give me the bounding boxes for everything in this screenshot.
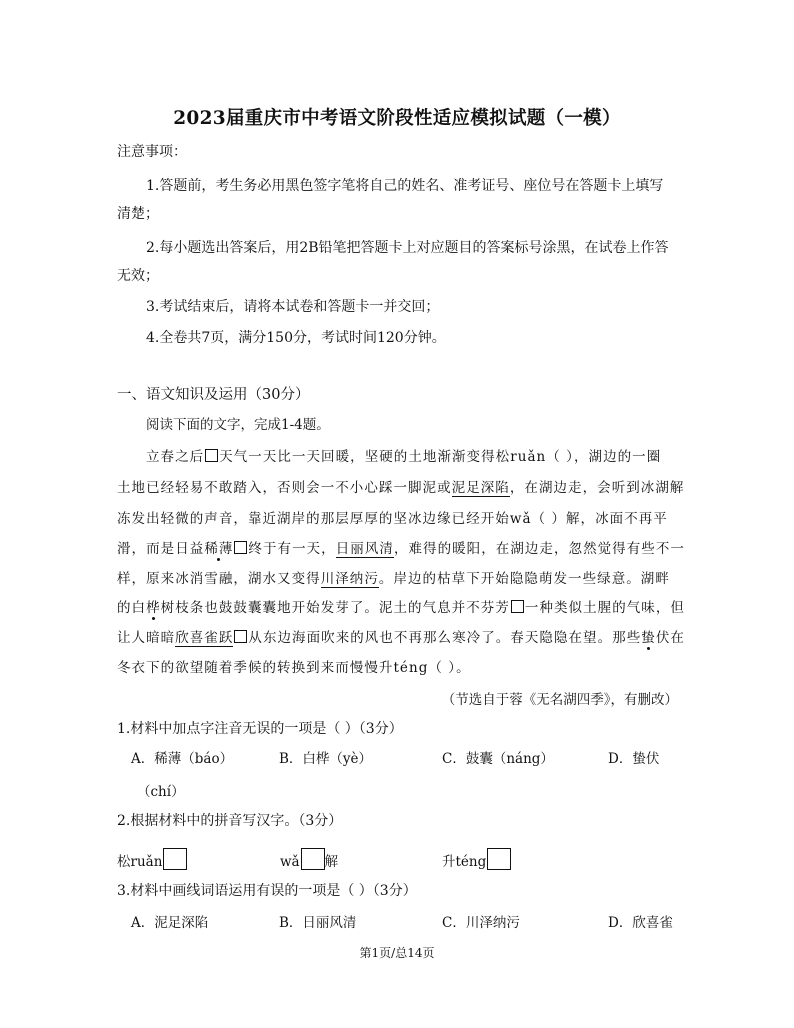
placeholder-box (234, 630, 247, 643)
notice-item-2: 2.每小题选出答案后，用2B铅笔把答题卡上对应题目的答案标号涂黑，在试卷上作答 (146, 240, 669, 256)
q2-blank-3 (442, 848, 511, 870)
placeholder-box (234, 541, 247, 554)
q3-option-b: B．日丽风清 (279, 915, 357, 931)
page-footer: 第1页/总14页 (359, 946, 435, 960)
question-3-stem: 3.材料中画线词语运用有误的一项是（ ）（3分） (117, 883, 417, 899)
underlined-phrase: 川泽纳污 (320, 571, 379, 587)
passage-text: 伏在 (655, 630, 685, 646)
passage-text: 的白 (117, 600, 147, 616)
passage-text: 从东边海面吹来的风也不再那么寒冷了。春天隐隐在望。那些 (248, 630, 642, 646)
answer-box[interactable] (163, 848, 187, 870)
page-title: 2023届重庆市中考语文阶段性适应模拟试题（一模） (173, 108, 621, 129)
passage-text: 地开始发芽了。泥土的气息并不芬芳 (277, 600, 510, 616)
q1-option-c: C．鼓囊（náng） (442, 751, 554, 767)
passage-line-4 (117, 537, 685, 557)
passage-line-2 (117, 476, 684, 496)
q3-option-c: C．川泽纳污 (442, 915, 520, 931)
q2-blank-2 (280, 848, 338, 870)
passage-text: ，难得的暖阳，在湖边走，忽然觉得有些不一 (393, 541, 685, 557)
passage-text: 终于有一天， (248, 541, 336, 557)
q1-option-d-cont: （chí） (137, 784, 185, 800)
passage-line-7 (117, 626, 685, 646)
q3-option-d: D．欣喜雀 (608, 915, 673, 931)
passage-line-8: 冬衣下的欲望随着季候的转换到来而慢慢升téng（ ）。 (117, 660, 471, 676)
passage-text: 滑，而是日益 (117, 541, 205, 557)
dotted-word: 稀薄 (204, 537, 233, 557)
underlined-phrase: 泥足深陷 (451, 480, 510, 496)
passage-text: 天气一天比一天回暖，坚硬的土地渐渐变得松ruǎn（ ），湖边的一圈 (219, 449, 662, 465)
passage-text: 土地已经轻易不敢踏入，否则会一不小心踩一脚泥或 (117, 480, 452, 496)
pinyin-label: wǎ (280, 854, 300, 870)
passage-text: 。岸边的枯草下开始隐隐萌发一些绿意。湖畔 (378, 571, 670, 587)
dotted-word: 鼓鼓囊囊 (218, 600, 278, 616)
notice-item-4: 4.全卷共7页，满分150分，考试时间120分钟。 (146, 330, 446, 346)
answer-box[interactable] (487, 848, 511, 870)
passage-line-1 (146, 445, 661, 465)
q1-option-b: B．白桦（yè） (279, 751, 373, 767)
section-heading: 一、语文知识及运用（30分） (117, 387, 310, 403)
q1-option-a: A．稀薄（báo） (131, 751, 234, 767)
placeholder-box (205, 449, 218, 462)
passage-text: 立春之后 (146, 449, 205, 465)
passage-line-3: 冻发出轻微的声音，靠近湖岸的那层厚厚的坚冰边缘已经开始wǎ（ ）解，冰面不再平 (117, 511, 668, 527)
passage-line-6 (117, 596, 685, 616)
answer-box[interactable] (301, 848, 325, 870)
passage-text: 样，原来冰消雪融，湖水又变得 (117, 571, 321, 587)
underlined-phrase: 欣喜雀跃 (175, 630, 234, 646)
q2-blank-1 (117, 848, 187, 870)
pinyin-suffix: 解 (324, 854, 339, 870)
notice-item-1-cont: 清楚； (117, 206, 159, 222)
dotted-word: 蛰 (641, 626, 656, 646)
q3-option-a: A．泥足深陷 (131, 915, 209, 931)
question-1-stem: 1.材料中加点字注音无误的一项是（ ）（3分） (117, 721, 403, 737)
passage-line-5 (117, 567, 670, 587)
passage-text: 让人暗暗 (117, 630, 176, 646)
pinyin-label: 升téng (442, 854, 487, 870)
pinyin-label: 松ruǎn (117, 854, 163, 870)
reading-instruction: 阅读下面的文字，完成1-4题。 (146, 417, 330, 433)
notice-item-3: 3.考试结束后，请将本试卷和答题卡一并交回； (146, 299, 440, 315)
passage-text: ，在湖边走，会听到冰湖解 (509, 480, 685, 496)
notice-item-1: 1.答题前，考生务必用黑色签字笔将自己的姓名、准考证号、座位号在答题卡上填写 (146, 178, 664, 194)
passage-source: （节选自于蓉《无名湖四季》，有删改） (441, 692, 678, 708)
notice-item-2-cont: 无效； (117, 268, 159, 284)
dotted-word: 桦 (146, 596, 161, 616)
passage-text: 树枝条也 (160, 600, 219, 616)
underlined-phrase: 日丽风清 (335, 541, 394, 557)
placeholder-box (511, 600, 524, 613)
question-2-stem: 2.根据材料中的拼音写汉字。（3分） (117, 813, 343, 829)
passage-text: 一种类似土腥的气味，但 (524, 600, 685, 616)
notice-label: 注意事项： (117, 144, 187, 160)
q1-option-d: D．蛰伏 (608, 751, 660, 767)
